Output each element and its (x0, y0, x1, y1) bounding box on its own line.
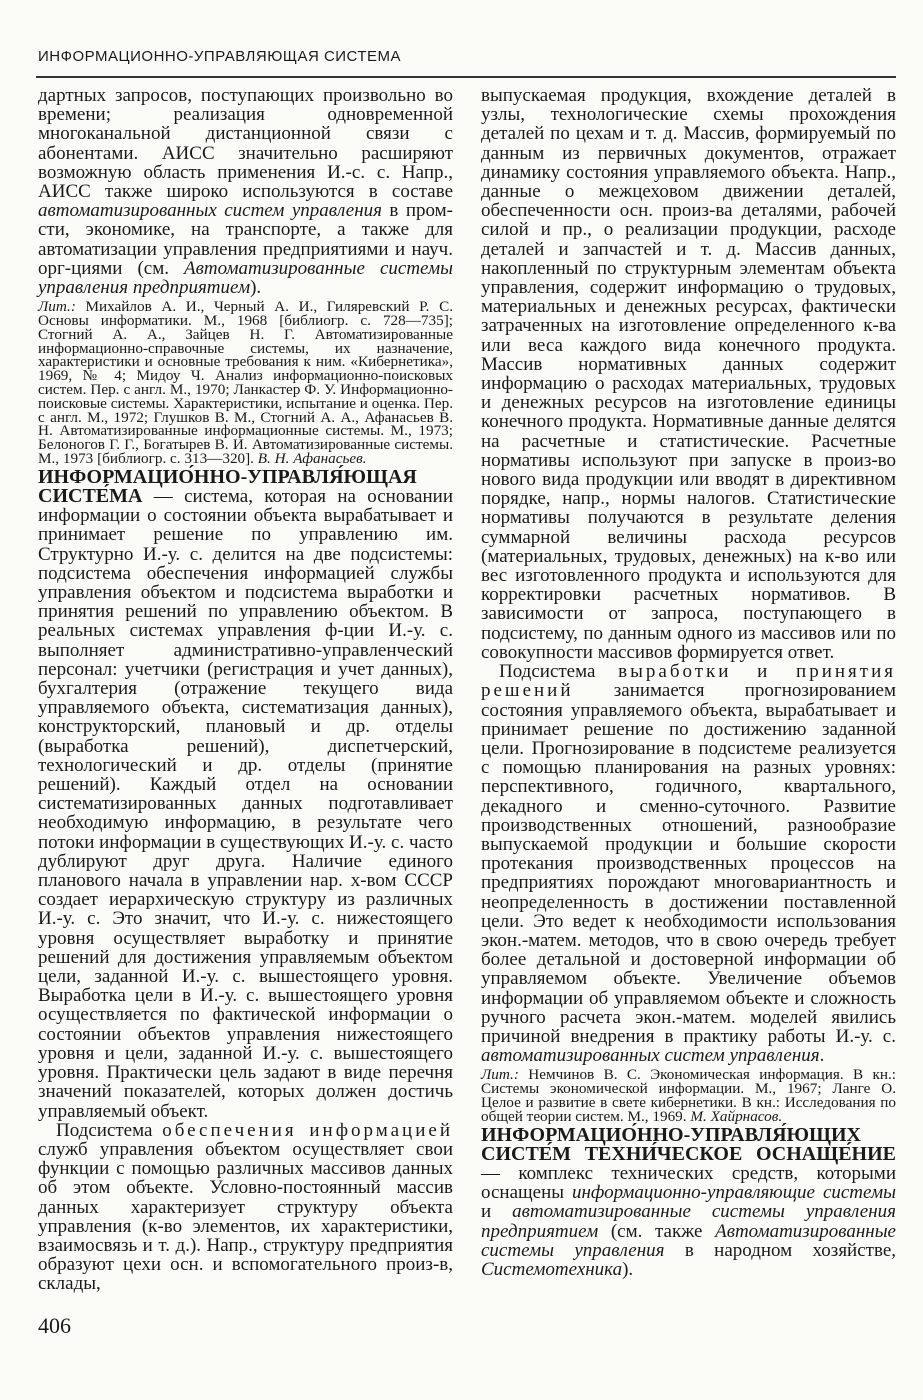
header-rule (36, 76, 896, 78)
lit-author: В. Н. Афанасьев. (257, 450, 367, 467)
right-column (481, 86, 896, 1279)
text: Подсистема (499, 661, 619, 683)
text: ). (622, 1258, 634, 1280)
emphasis: Автоматизированные системы управления (481, 1220, 896, 1261)
article-heading: ИНФОРМАЦИО́ННО-УПРАВЛЯ́ЮЩИХ СИСТЕ́М ТЕХНИ́ЧЕСКОЕ ОСНАЩЕ́НИЕ (481, 1123, 896, 1165)
lit-author: М. Хайрнасов. (690, 1107, 783, 1125)
running-header: ИНФОРМАЦИОННО-УПРАВЛЯЮЩАЯ СИСТЕМА (38, 48, 402, 65)
text: . (819, 1045, 825, 1067)
text: служб управления объектом осуществляет свои функции с помощью различных массивов данных об этом объекте. Условно-постоянный массив данных характеризует структуру объекта управления (к-во элементов, их характеристики, взаимосвязь и т. д.). Напр., структуру предприятия образуют цехи осн. и вспомогательного произ-в, склады, (38, 1138, 453, 1295)
literature-note (38, 300, 453, 466)
left-column (38, 86, 453, 1294)
lit-text: Михайлов А. И., Черный А. И., Гиляревский Р. С. Основы информатики. М., 1968 [библиогр. с. 728—735]; Стогний А. А., Зайцев Н. Г. Автоматизированные информационно-справочные системы, их назначение, характеристики и основные требования к ним. «Кибернетика», 1969, № 4; Мидоу Ч. Анализ информационно-поисковых систем. Пер. с англ. М., 1970; Ланкастер Ф. У. Информационно-поисковые системы. Характеристики, испытание и оценка. Пер. с англ. М., 1972; Глушков В. М., Стогний А. А., Афанасьев В. Н. Автоматизированные информационные системы. М., 1973; Белоногов Г. Г., Богатырев В. И. Автоматизированные системы. М., 1973 [библиогр. с. 313—320]. (38, 298, 453, 467)
paragraph (481, 662, 896, 1065)
emphasis: автоматизированных систем управления (38, 200, 382, 222)
text: — комплекс технических средств, которыми оснащены (481, 1162, 896, 1204)
text: Подсистема (56, 1119, 163, 1141)
literature-note (481, 1068, 896, 1123)
page-number: 406 (38, 1313, 71, 1338)
paragraph (38, 86, 453, 297)
lit-label: Лит.: (38, 298, 76, 316)
text: (см. также (598, 1220, 716, 1242)
lit-text: Немчинов В. С. Экономическая информация. В кн.: Системы экономической информации. М., 1967; Ланге О. Целое и развитие в свете кибернетики. В кн.: Исследования по общей теории систем. М., 1969. (481, 1066, 896, 1125)
article-paragraph (38, 465, 453, 1122)
text: ). (250, 277, 262, 299)
text: и (481, 1201, 513, 1223)
text: — система, которая на основании информации о состоянии объекта вырабатывает и принимает решение по управлению им. Структурно И.-у. с. делится на две подсистемы: подсистема обеспечения информацией службы управления объектом и подсистема выработки и принятия решений по управлению объектом. В реальных системах управления ф-ции И.-у. с. выполняет административно-управленческий персонал: учетчики (регистрация и учет данных), бухгалтерия (отражение текущего вида управляемого объекта, систематизация данных), конструкторский, плановый и др. отделы (выработка решений), диспетчерский, технологический и др. отделы (принятие решений). Каждый отдел на основании систематизированных данных подготавливает необходимую информацию, в результате чего потоки информации в существующих И.-у. с. часто дублируют друг друга. Наличие единого планового начала в управлении нар. х-вом СССР создает иерархическую структуру из различных И.-у. с. Это значит, что И.-у. с. нижестоящего уровня осуществляет выработку и принятие решений для достижения управляемым объектом цели, заданной И.-у. с. вышестоящего уровня. Выработка цели в И.-у. с. вышестоящего уровня осуществляется по фактической информации о состоянии объектов управления нижестоящего уровня и цели, заданной И.-у. с. вышестоящего уровня. Практически цель задают в виде перечня значений показателей, которых должен достичь управляемый объект. (38, 486, 453, 1122)
emphasis: Системотехника (481, 1258, 623, 1280)
spaced-term: выработки и принятия решений (481, 661, 896, 702)
article-heading: ИНФОРМАЦИО́ННО-УПРАВЛЯ́ЮЩАЯ СИСТЕ́МА (38, 465, 417, 507)
text: в народном хозяйстве, (664, 1239, 897, 1261)
emphasis: Автоматизированные системы управления предприятием (38, 257, 454, 299)
paragraph (38, 1121, 453, 1294)
text: в пром-сти, экономике, на транспорте, а также для автоматизации управления предприятиями и науч. орг-циями (см. (38, 200, 453, 279)
text: дартных запросов, поступающих произвольно во времени; реализация одновременной многоканальной дистанционной связи с абонентами. АИСС значительно расширяют возможную область применения И.-с. с. Напр., АИСС также широко используются в составе (38, 85, 453, 203)
emphasis: автоматизированных систем управления (481, 1045, 820, 1067)
spaced-term: обеспечения информацией (162, 1119, 453, 1141)
emphasis: автоматизированные системы управления предприятием (481, 1201, 897, 1242)
emphasis: информационно-управляющие системы (571, 1182, 896, 1204)
text: занимается прогнозированием состояния управляемого объекта, вырабатывает и принимает решение по достижению заданной цели. Прогнозирование в подсистеме реализуется с помощью планирования на разных уровнях: перспективного, годичного, квартального, декадного и сменно-суточного. Развитие производственных отношений, разнообразие выпускаемой продукции и большие скорости протекания производственных процессов на предприятиях порождают многовариантность и неопределенность в достижении поставленной цели. Это ведет к необходимости использования экон.-матем. методов, что в свою очередь требует более детальной и достоверной информации об управляемом объекте. Увеличение объемов информации об управляемом объекте и сложность ручного расчета экон.-матем. моделей явились причиной внедрения в практику работы И.-у. с. (481, 680, 896, 1047)
paragraph: выпускаемая продукция, вхождение деталей в узлы, технологические схемы прохождения деталей по цехам и т. д. Массив, формируемый по данным из первичных документов, отражает динамику состояния управляемого объекта. Напр., данные о межцеховом движении деталей, обеспеченности осн. произ-ва деталями, рабочей силой и пр., о реализации продукции, расходе деталей и запчастей и т. д. Массив данных, накопленный по структурным элементам объекта управления, содержит информацию о трудовых, материальных и денежных ресурсах, фактически затраченных на изготовление определенного к-ва или веса каждого вида конечного продукта. Массив нормативных данных содержит информацию о расходах материальных, трудовых и денежных ресурсов на изготовление единицы конечного продукта. Нормативные данные делятся на расчетные и статистические. Расчетные нормативы используют при запуске в произ-во нового вида продукции или вводят в директивном порядке, напр., нормы налогов. Статистические нормативы получаются в результате деления суммарной величины расхода ресурсов (материальных, трудовых, денежных) на к-во или вес изготовленного продукта и используются для корректировки расчетных нормативов. В зависимости от запроса, поступающего в подсистему, по данным одного из массивов или по совокупности массивов формируется ответ. (481, 85, 896, 663)
lit-label: Лит.: (481, 1066, 519, 1084)
article-paragraph (481, 1123, 897, 1280)
